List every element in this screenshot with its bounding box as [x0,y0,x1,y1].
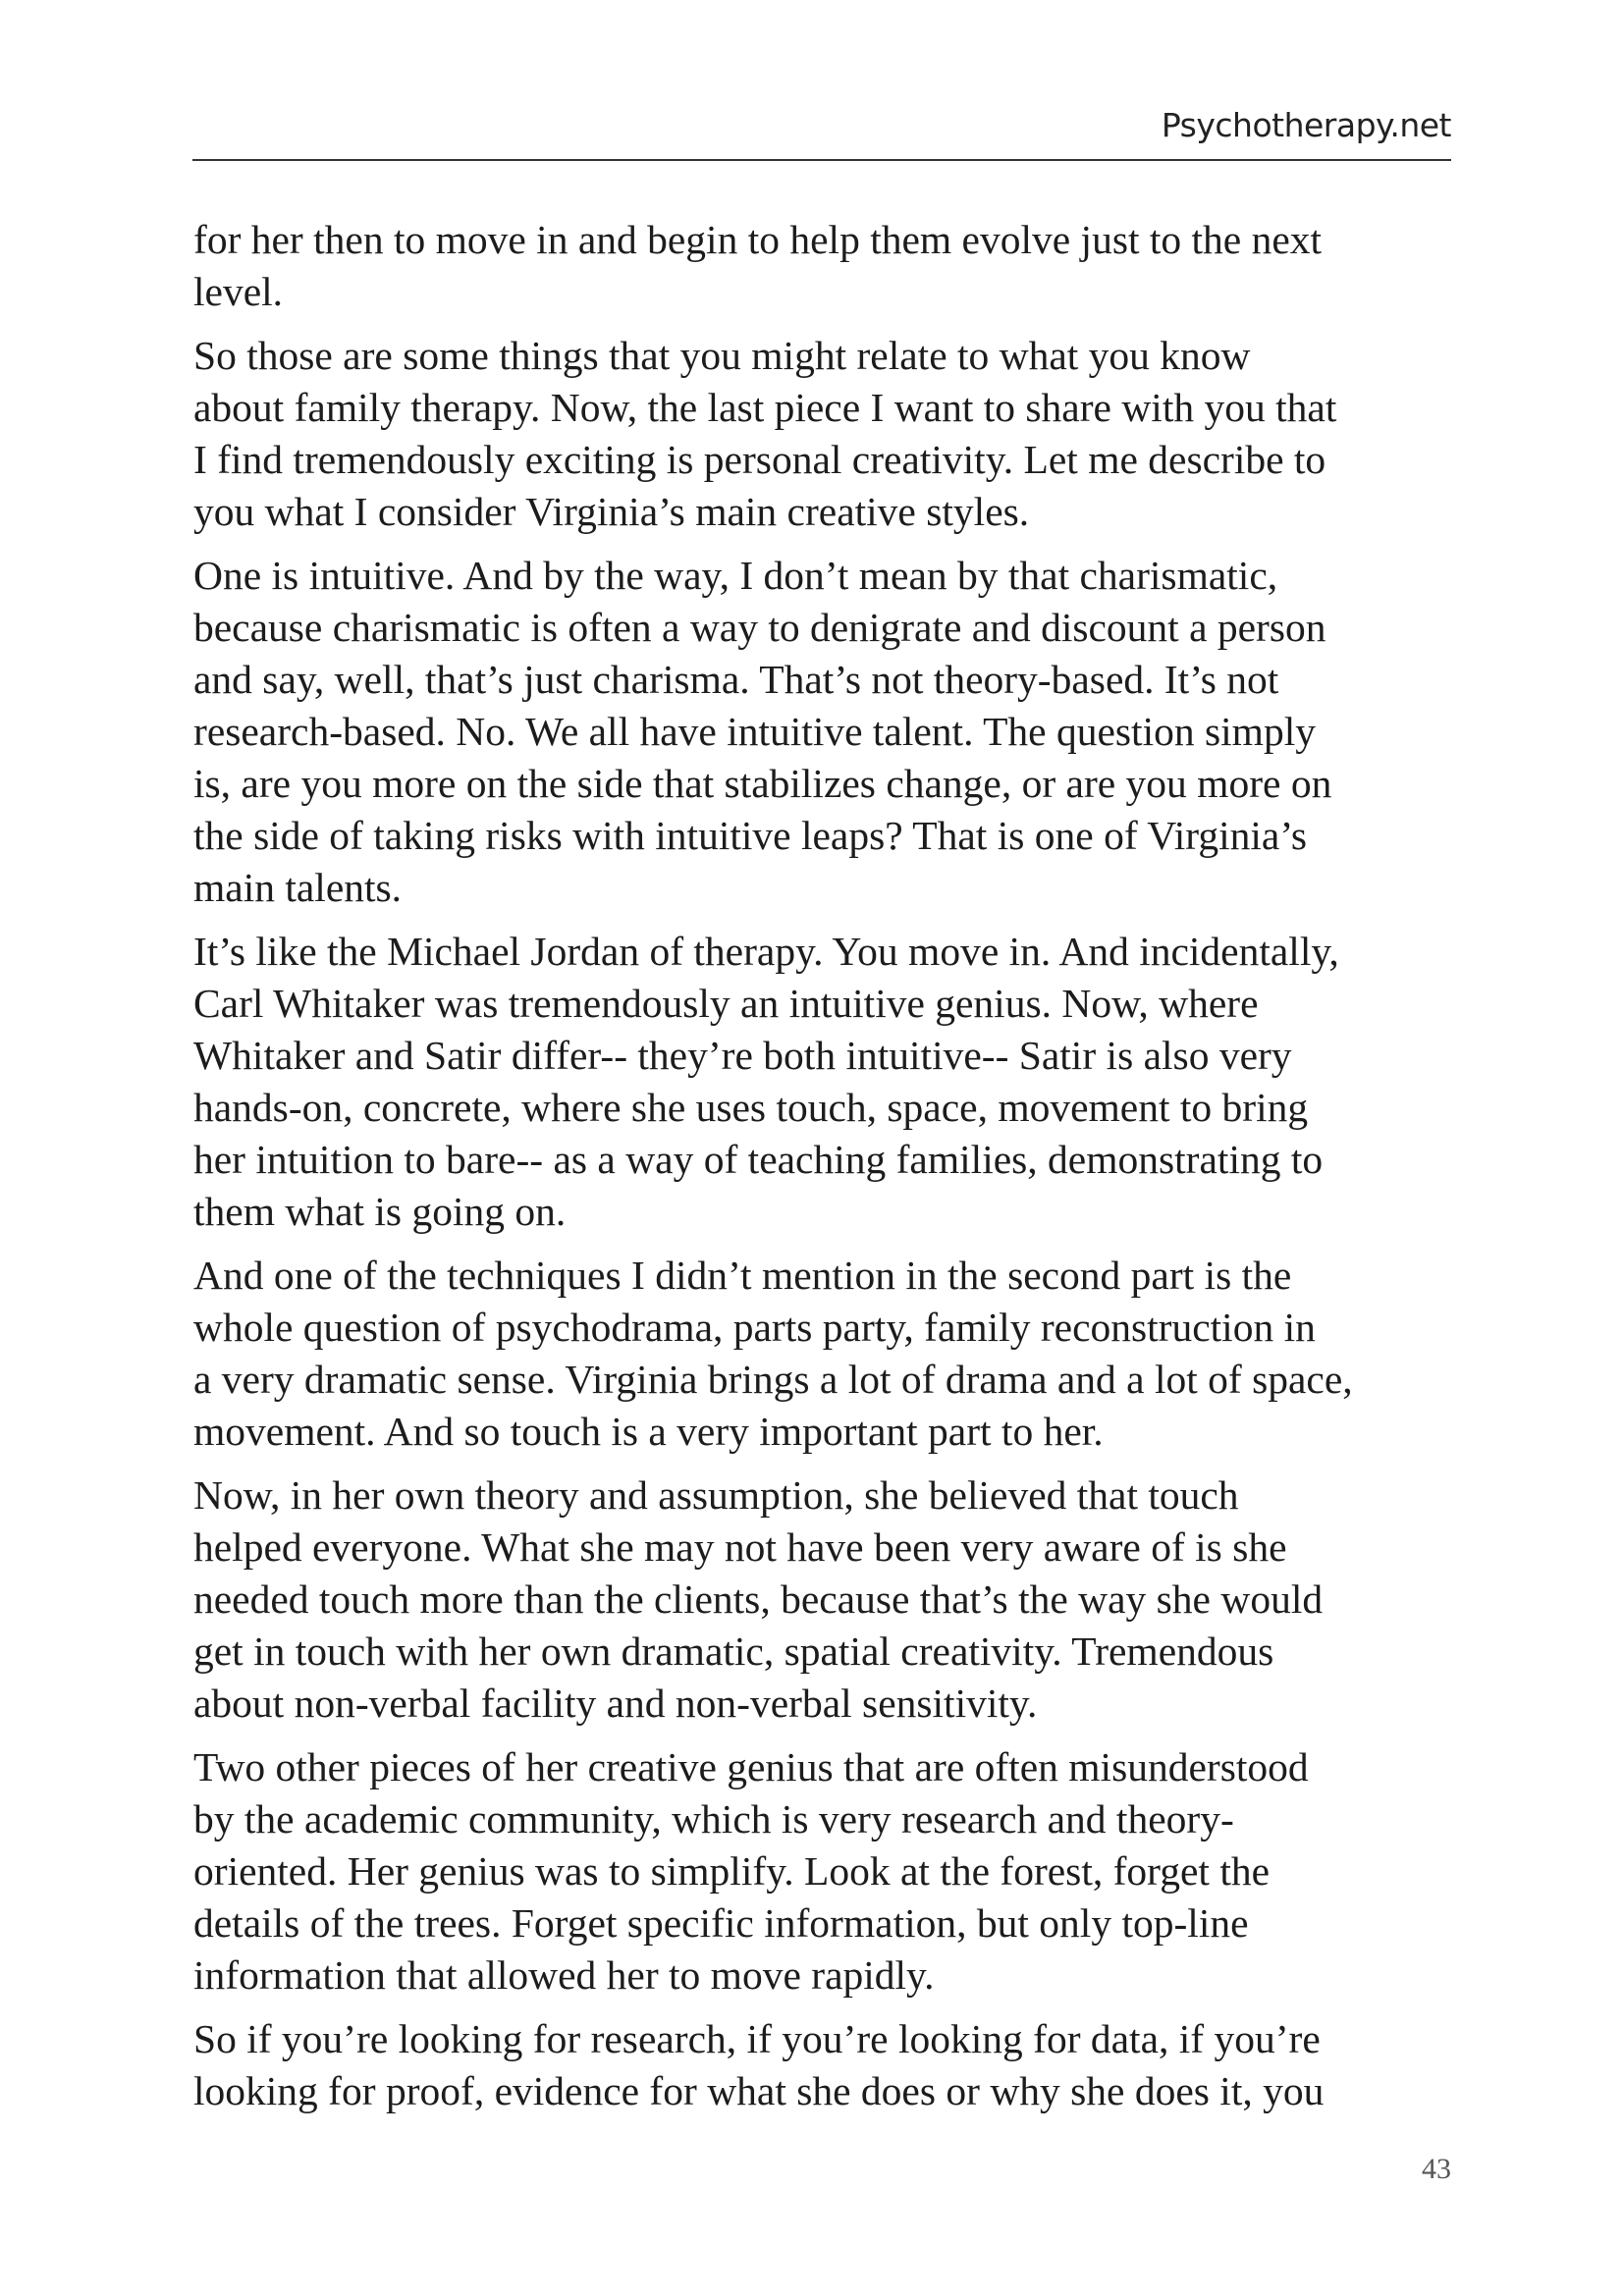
text-line: helped everyone. What she may not have been very aware of is she [193,1524,1287,1570]
text-line: her intuition to bare-- as a way of teaching families, demonstrating to [193,1137,1324,1182]
paragraph [193,2013,1460,2117]
text-line: whole question of psychodrama, parts party, family reconstruction in [193,1305,1316,1350]
paragraph [193,1469,1460,1730]
header-rule [192,159,1451,161]
text-line: get in touch with her own dramatic, spatial creativity. Tremendous [193,1629,1274,1674]
text-line: and say, well, that’s just charisma. That’s not theory-based. It’s not [193,657,1279,702]
text-line: And one of the techniques I didn’t mention in the second part is the [193,1253,1292,1298]
text-line: I find tremendously exciting is personal creativity. Let me describe to [193,437,1326,482]
paragraph [193,926,1460,1238]
text-line: them what is going on. [193,1189,567,1234]
text-line: hands-on, concrete, where she uses touch, space, movement to bring [193,1085,1309,1130]
text-line: by the academic community, which is very research and theory- [193,1796,1234,1842]
text-line: about family therapy. Now, the last piece I want to share with you that [193,385,1337,430]
body-text [193,214,1460,2129]
text-line: needed touch more than the clients, because that’s the way she would [193,1576,1324,1622]
paragraph [193,214,1460,318]
page-number: 43 [1422,2153,1451,2185]
text-line: main talents. [193,865,403,910]
text-line: movement. And so touch is a very important part to her. [193,1409,1104,1454]
paragraph [193,330,1460,538]
text-line: about non-verbal facility and non-verbal sensitivity. [193,1681,1038,1726]
text-line: Two other pieces of her creative genius that are often misunderstood [193,1744,1309,1789]
text-line: So those are some things that you might relate to what you know [193,333,1251,378]
text-line: So if you’re looking for research, if you’re looking for data, if you’re [193,2016,1321,2061]
paragraph [193,550,1460,914]
paragraph [193,1250,1460,1458]
text-line: because charismatic is often a way to denigrate and discount a person [193,605,1326,650]
paragraph [193,1741,1460,2002]
text-line: is, are you more on the side that stabilizes change, or are you more on [193,761,1332,806]
text-line: Now, in her own theory and assumption, she believed that touch [193,1472,1239,1518]
text-line: a very dramatic sense. Virginia brings a lot of drama and a lot of space, [193,1357,1353,1402]
text-line: for her then to move in and begin to help them evolve just to the next [193,217,1323,262]
running-header: Psychotherapy.net [1161,106,1451,144]
text-line: the side of taking risks with intuitive leaps? That is one of Virginia’s [193,813,1307,858]
text-line: you what I consider Virginia’s main creative styles. [193,489,1030,534]
text-line: details of the trees. Forget specific information, but only top-line [193,1900,1249,1946]
text-line: level. [193,269,284,314]
text-line: It’s like the Michael Jordan of therapy. You move in. And incidentally, [193,929,1339,974]
text-line: Carl Whitaker was tremendously an intuitive genius. Now, where [193,981,1259,1026]
text-line: Whitaker and Satir differ-- they’re both intuitive-- Satir is also very [193,1033,1292,1078]
text-line: research-based. No. We all have intuitive talent. The question simply [193,709,1316,754]
text-line: information that allowed her to move rapidly. [193,1952,935,1998]
text-line: looking for proof, evidence for what she does or why she does it, you [193,2068,1325,2113]
text-line: One is intuitive. And by the way, I don’t mean by that charismatic, [193,553,1278,598]
text-line: oriented. Her genius was to simplify. Look at the forest, forget the [193,1848,1271,1894]
